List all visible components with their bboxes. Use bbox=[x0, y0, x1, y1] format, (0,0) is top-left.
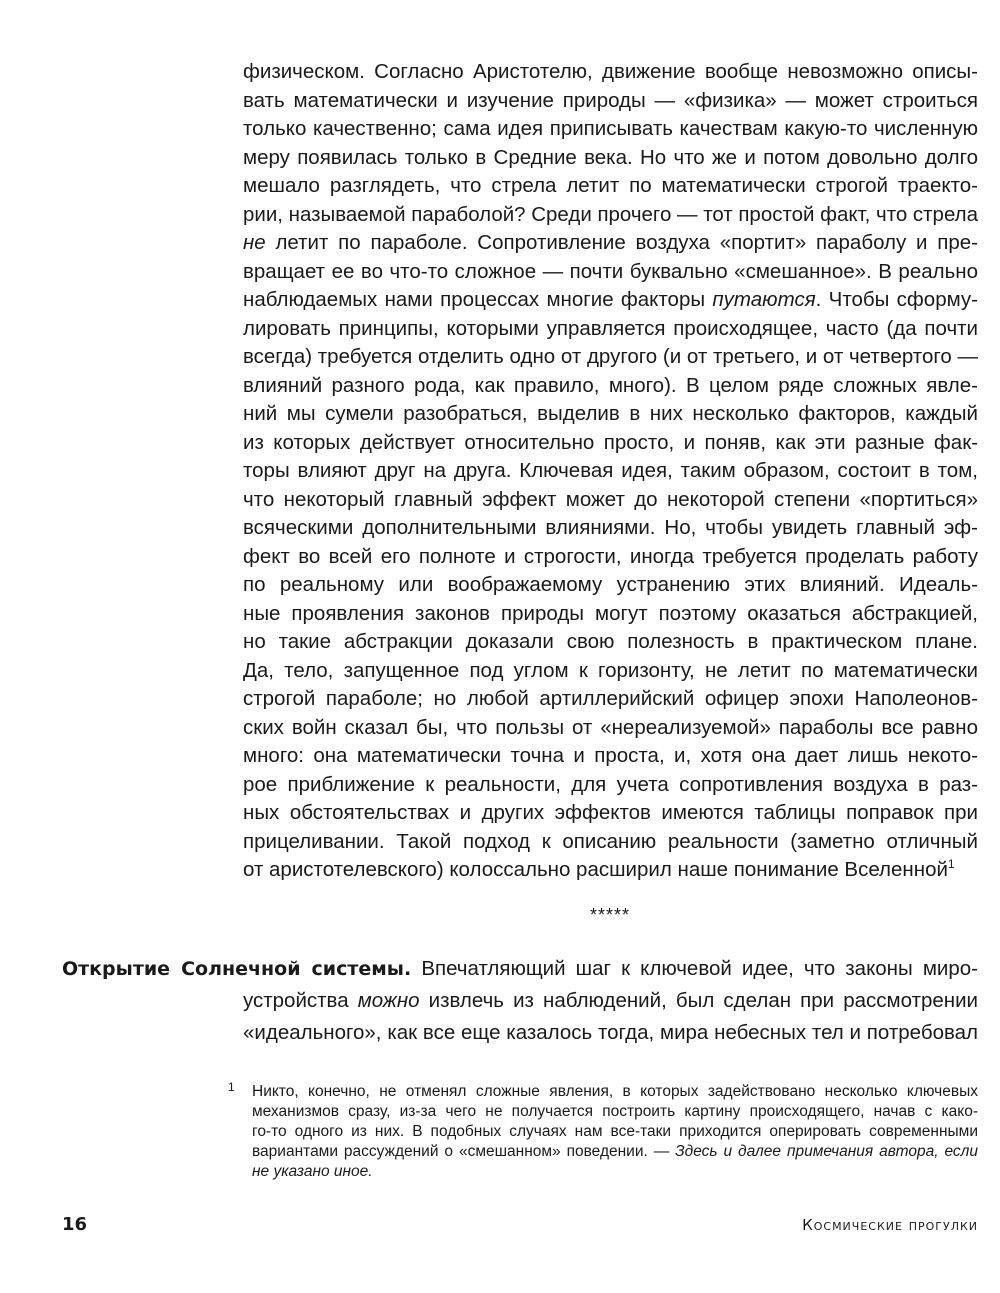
text-line bbox=[243, 714, 978, 743]
text-segment: из которых действует относительно просто, и поняв, как эти разные фак- bbox=[243, 430, 978, 454]
text-segment: ний мы сумели разобраться, выделив в них несколько факторов, каждый bbox=[243, 402, 978, 425]
section-separator: ***** bbox=[589, 905, 631, 925]
text-segment: рое приближение к реальности, для учета сопротивления воздуха в раз- bbox=[243, 772, 978, 796]
text-line bbox=[243, 771, 978, 800]
running-head: Космические прогулки bbox=[802, 1216, 978, 1234]
text-segment: лировать принципы, которыми управляется происходящее, часто (да почти bbox=[243, 316, 978, 340]
text-segment: ских войн сказал бы, что пользы от «нереализуемой» параболы все равно bbox=[243, 715, 978, 739]
footnote-ref: 1 bbox=[947, 857, 955, 872]
text-line bbox=[243, 600, 978, 629]
text-line bbox=[243, 985, 978, 1017]
text-line bbox=[243, 372, 978, 401]
text-line bbox=[243, 742, 978, 771]
text-line bbox=[243, 1017, 978, 1049]
text-line bbox=[243, 457, 978, 486]
section-heading: Открытие Солнечной системы. bbox=[62, 958, 412, 980]
italic-segment: не указано иное. bbox=[252, 1163, 373, 1180]
italic-segment: Здесь и далее примечания автора, если bbox=[675, 1143, 979, 1160]
text-line bbox=[243, 400, 978, 429]
text-segment: всяческими дополнительными влияниями. Но, чтобы увидеть главный эф- bbox=[243, 516, 978, 539]
text-segment: от аристотелевского) колоссально расширил наше понимание Вселенной bbox=[243, 858, 948, 881]
text-line bbox=[243, 87, 978, 116]
text-line bbox=[243, 429, 978, 458]
text-line bbox=[243, 657, 978, 686]
text-segment: ные проявления законов природы могут поэтому оказаться абстракцией, bbox=[243, 601, 978, 625]
text-line bbox=[243, 543, 978, 572]
page-number: 16 bbox=[62, 1214, 88, 1235]
footnote bbox=[252, 1082, 978, 1182]
italic-segment: можно bbox=[357, 989, 420, 1012]
text-line bbox=[243, 514, 978, 543]
text-segment: только качественно; сама идея приписывать качествам какую-то численную bbox=[243, 117, 978, 140]
text-segment: рии, называемой параболой? Среди прочего — тот простой факт, что стрела bbox=[243, 202, 978, 226]
text-line bbox=[243, 201, 978, 230]
body-text bbox=[243, 58, 978, 885]
text-segment: Да, тело, запущенное под углом к горизонту, не летит по математически bbox=[243, 658, 978, 682]
text-line bbox=[243, 628, 978, 657]
text-line bbox=[243, 172, 978, 201]
text-line bbox=[243, 799, 978, 828]
text-segment: влияний разного рода, как правило, много). В целом ряде сложных явле- bbox=[243, 373, 978, 397]
text-segment: но такие абстракции доказали свою полезность в практическом плане. bbox=[243, 630, 978, 653]
text-segment: Никто, конечно, не отменял сложные явления, в которых задействовано несколько ключевых bbox=[252, 1083, 978, 1100]
text-line bbox=[243, 828, 978, 857]
text-segment: физическом. Согласно Аристотелю, движение вообще невозможно описы- bbox=[243, 60, 978, 83]
text-line bbox=[243, 685, 978, 714]
text-segment: по реальному или воображаемому устранению этих влияний. Идеаль- bbox=[243, 573, 978, 596]
italic-segment: путаются bbox=[712, 288, 816, 311]
text-segment: «идеального», как все еще казалось тогда, мира небесных тел и потребовал bbox=[243, 1021, 978, 1044]
text-line bbox=[243, 856, 978, 885]
text-segment: . Чтобы сформу- bbox=[815, 288, 979, 311]
section-text bbox=[243, 985, 978, 1049]
text-segment: торы влияют друг на друга. Ключевая идея, таким образом, состоит в том, bbox=[243, 459, 978, 482]
text-line bbox=[243, 258, 978, 287]
text-segment: фект во всей его полноте и строгости, иногда требуется проделать работу bbox=[243, 544, 978, 568]
text-line bbox=[243, 315, 978, 344]
footnote-marker: 1 bbox=[228, 1080, 235, 1094]
text-line bbox=[252, 1122, 978, 1142]
text-segment: строгой параболе; но любой артиллерийский офицер эпохи Наполеонов- bbox=[243, 687, 978, 710]
text-segment: Впечатляющий шаг к ключевой идее, что законы миро- bbox=[411, 957, 978, 980]
text-segment: что некоторый главный эффект может до некоторой степени «портиться» bbox=[243, 487, 978, 511]
text-line bbox=[252, 1162, 978, 1182]
text-line bbox=[243, 343, 978, 372]
text-segment: го-то одного из них. В подобных случаях нам все-таки приходится оперировать современными bbox=[252, 1123, 978, 1140]
text-line bbox=[243, 229, 978, 258]
text-segment: вать математически и изучение природы — «физика» — может строиться bbox=[243, 88, 978, 112]
text-segment: летит по параболе. Сопротивление воздуха «портит» параболу и пре- bbox=[265, 231, 978, 254]
text-line bbox=[252, 1142, 978, 1162]
text-line bbox=[243, 144, 978, 173]
text-segment: много: она математически точна и проста, и, хотя она дает лишь некото- bbox=[243, 744, 978, 767]
text-line bbox=[252, 1102, 978, 1122]
text-segment: извлечь из наблюдений, был сделан при рассмотрении bbox=[419, 989, 978, 1012]
text-line bbox=[243, 286, 978, 315]
text-segment: вариантами рассуждений о «смешанном» поведении. — bbox=[252, 1143, 676, 1160]
text-segment: меру появилась только в Средние века. Но что же и потом довольно долго bbox=[243, 145, 978, 169]
text-segment: ных обстоятельствах и других эффектов имеются таблицы поправок при bbox=[243, 801, 978, 824]
text-line bbox=[243, 486, 978, 515]
text-segment: наблюдаемых нами процессах многие факторы bbox=[243, 288, 713, 311]
text-segment: механизмов сразу, из-за чего не получается построить картину происходящего, начав с како- bbox=[252, 1103, 978, 1120]
text-segment: прицеливании. Такой подход к описанию реальности (заметно отличный bbox=[243, 829, 978, 853]
text-segment: всегда) требуется отделить одно от другого (и от третьего, и от четвертого — bbox=[243, 345, 978, 368]
section bbox=[62, 953, 978, 1049]
text-segment: устройства bbox=[243, 989, 358, 1012]
section-first-line bbox=[62, 953, 978, 985]
text-segment: вращает ее во что-то сложное — почти буквально «смешанное». В реально bbox=[243, 259, 978, 283]
italic-segment: не bbox=[243, 231, 266, 254]
text-line bbox=[252, 1082, 978, 1102]
text-line bbox=[243, 58, 978, 87]
text-line bbox=[243, 115, 978, 144]
text-segment: мешало разглядеть, что стрела летит по математически строгой траекто- bbox=[243, 174, 978, 197]
text-line bbox=[243, 571, 978, 600]
